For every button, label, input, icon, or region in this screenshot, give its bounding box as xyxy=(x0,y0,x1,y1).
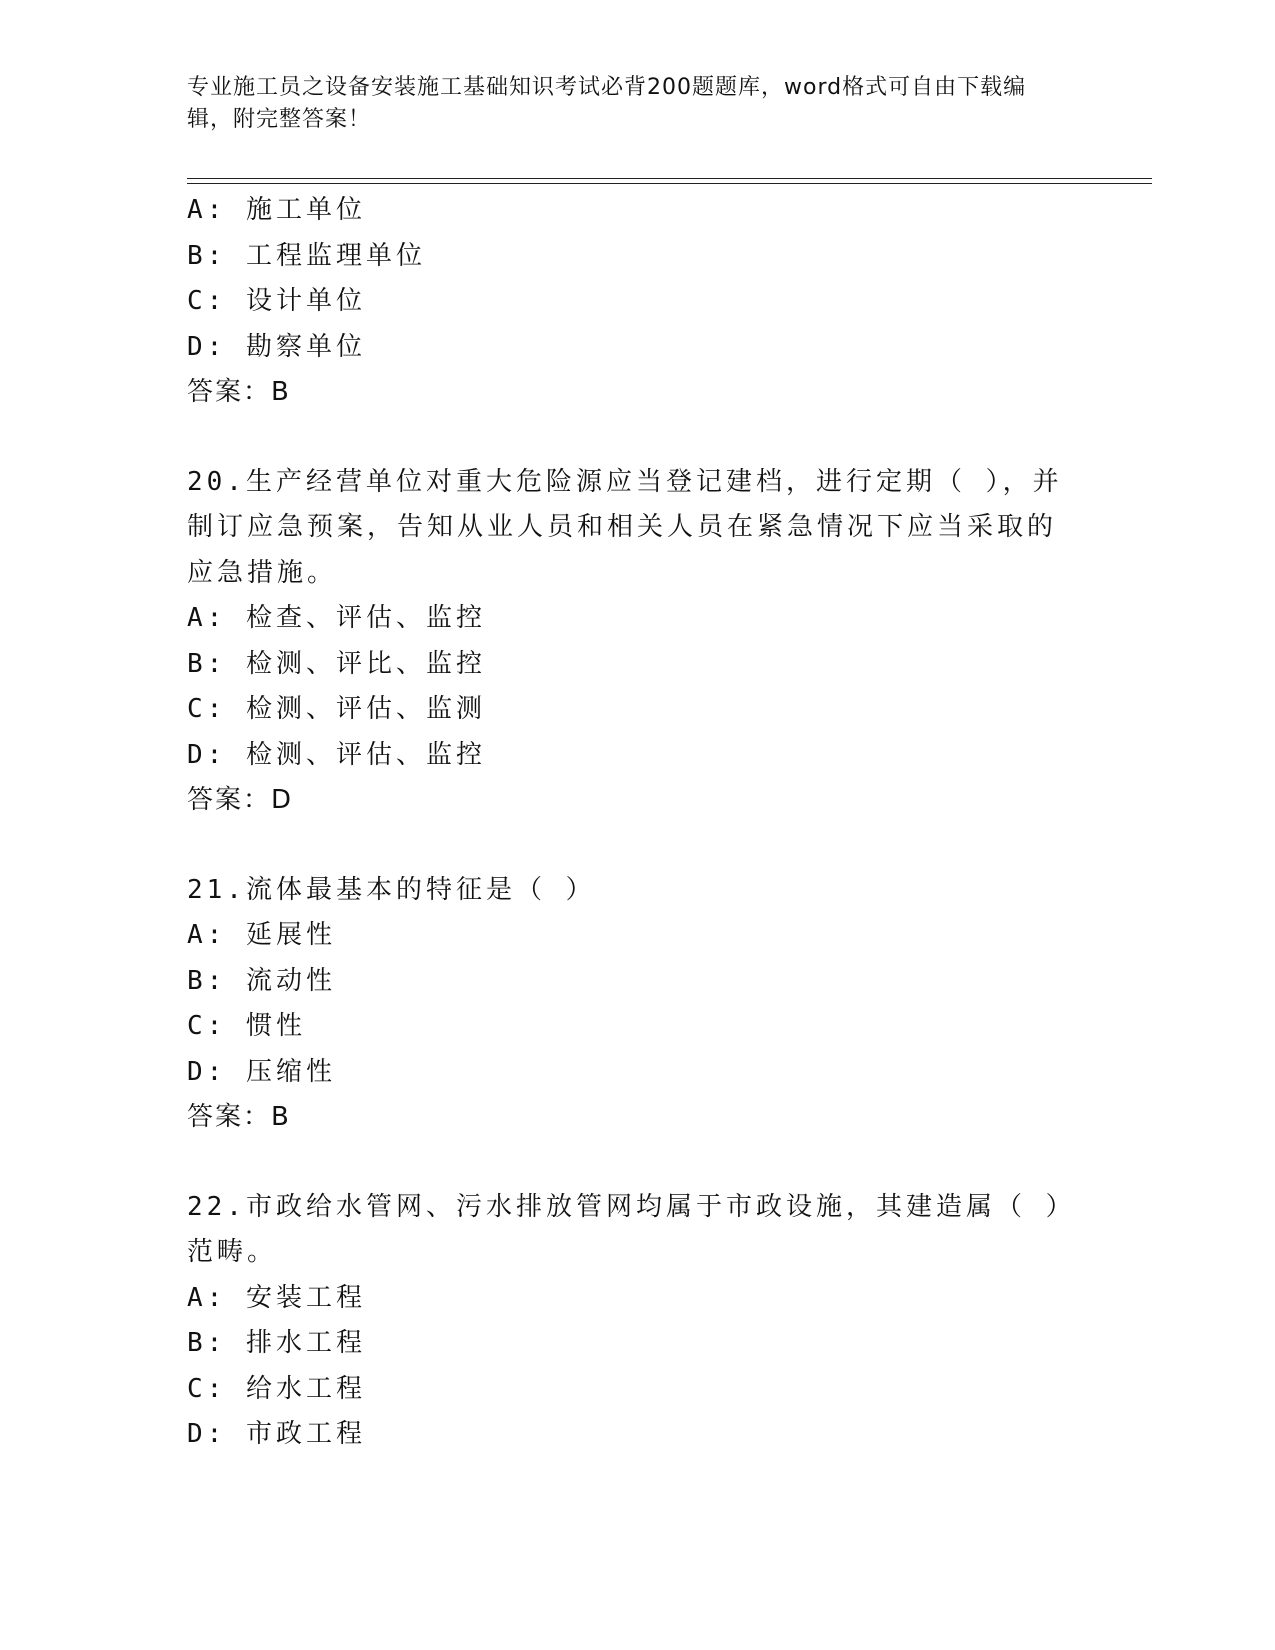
document-header xyxy=(187,72,1067,136)
spacer xyxy=(187,416,1067,460)
option-b: B: 检测、评比、监控 xyxy=(187,648,486,679)
option-a: A: 施工单位 xyxy=(187,195,366,225)
option-a: A: 检查、评估、监控 xyxy=(187,603,486,633)
option-d: D: 检测、评估、监控 xyxy=(187,739,486,770)
question-stem: 22.市政给水管网、污水排放管网均属于市政设施，其建造属（ ）范畴。 xyxy=(187,1191,1063,1267)
option-a: A: 延展性 xyxy=(187,920,336,950)
answer-line: 答案：B xyxy=(187,377,291,407)
header-divider-top xyxy=(187,178,1152,179)
option-b: B: 工程监理单位 xyxy=(187,240,426,271)
spacer xyxy=(187,1141,1067,1185)
document-title: 专业施工员之设备安装施工基础知识考试必背200题题库，word格式可自由下载编辑，附完整答案！ xyxy=(187,75,1027,132)
question-block-21 xyxy=(187,868,1067,1141)
option-c: C: 给水工程 xyxy=(187,1373,366,1404)
option-c: C: 设计单位 xyxy=(187,286,366,316)
previous-question-block xyxy=(187,188,1067,416)
question-block-20 xyxy=(187,460,1067,824)
answer-line: 答案：B xyxy=(187,1102,291,1132)
spacer xyxy=(187,824,1067,868)
answer-line: 答案：D xyxy=(187,785,294,815)
question-stem: 21.流体最基本的特征是（ ） xyxy=(187,874,596,905)
option-d: D: 压缩性 xyxy=(187,1056,336,1087)
question-stem: 20.生产经营单位对重大危险源应当登记建档，进行定期（ ），并制订应急预案，告知从业人员和相关人员在紧急情况下应当采取的应急措施。 xyxy=(187,466,1063,588)
option-d: D: 勘察单位 xyxy=(187,331,366,362)
option-b: B: 排水工程 xyxy=(187,1328,366,1358)
option-b: B: 流动性 xyxy=(187,965,336,996)
option-c: C: 惯性 xyxy=(187,1011,306,1041)
question-content xyxy=(187,188,1067,1458)
option-a: A: 安装工程 xyxy=(187,1282,366,1313)
option-d: D: 市政工程 xyxy=(187,1419,366,1449)
question-block-22 xyxy=(187,1185,1067,1458)
option-c: C: 检测、评估、监测 xyxy=(187,694,486,724)
header-divider-bottom xyxy=(187,183,1152,184)
